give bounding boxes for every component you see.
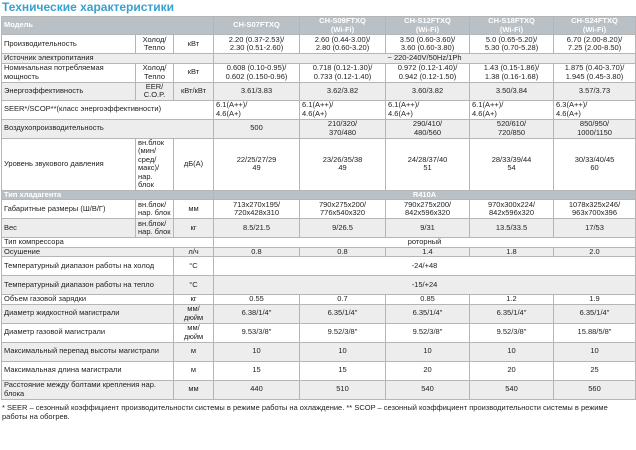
cell-value: 0.7 (300, 295, 386, 305)
cell-value: 5.0 (0.65-5.20)/ 5.30 (0.70-5.28) (470, 35, 554, 54)
row-gas (2, 323, 636, 342)
cell-value: 6.38/1/4" (214, 304, 300, 323)
row-unit: кг (174, 219, 214, 238)
cell-value: 0.972 (0.12-1.40)/ 0.942 (0.12-1.50) (386, 63, 470, 82)
model-name: CH-S09FTXQ (Wi-Fi) (300, 17, 386, 35)
cell-value: 8.5/21.5 (214, 219, 300, 238)
cell-value: 440 (214, 380, 300, 399)
row-unit: °C (174, 276, 214, 295)
cell-value: роторный (214, 238, 636, 248)
cell-value: 3.50 (0.60-3.60)/ 3.60 (0.60-3.80) (386, 35, 470, 54)
cell-value: 6.1(A++)/ 4.6(A+) (300, 100, 386, 119)
row-unit: л/ч (174, 247, 214, 257)
cell-value: 6.3(A++)/ 4.6(A+) (554, 100, 636, 119)
row-charge (2, 295, 636, 305)
row-compressor (2, 238, 636, 248)
row-label: Номинальная потребляемая мощность (2, 63, 136, 82)
cell-value: 3.61/3.83 (214, 82, 300, 100)
cell-value: 500 (214, 119, 300, 138)
cell-value: 790x275x200/ 776x540x320 (300, 200, 386, 219)
cell-value: 9/26.5 (300, 219, 386, 238)
row-dimensions (2, 200, 636, 219)
cell-value: 3.62/3.82 (300, 82, 386, 100)
row-unit: мм/ дюйм (174, 323, 214, 342)
footnote: * SEER – сезонный коэффициент производительности системы в режиме работы на охлаждение. ** SCOP – сезонный коэффициент производительности системы в режиме работы на обогрев. (2, 402, 608, 421)
row-label: Максимальный перепад высоты магистрали (2, 342, 174, 361)
row-unit: кВт (174, 35, 214, 54)
cell-value: 9.52/3/8" (470, 323, 554, 342)
cell-value: ~ 220-240V/50Hz/1Ph (214, 54, 636, 64)
cell-value: 790x275x200/ 842x596x320 (386, 200, 470, 219)
cell-value: 0.8 (300, 247, 386, 257)
cell-value: 10 (470, 342, 554, 361)
cell-value: 6.1(A++)/ 4.6(A+) (214, 100, 300, 119)
row-unit: кг (174, 295, 214, 305)
row-unit: дБ(А) (174, 138, 214, 190)
cell-value: 210/320/ 370/480 (300, 119, 386, 138)
row-seer (2, 100, 636, 119)
cell-value: 1.8 (470, 247, 554, 257)
cell-value: -24/+48 (214, 257, 636, 276)
cell-value: 10 (386, 342, 470, 361)
cell-value: 510 (300, 380, 386, 399)
row-label: Габаритные размеры (Ш/В/Г) (2, 200, 136, 219)
row-liquid (2, 304, 636, 323)
cell-value: -15/+24 (214, 276, 636, 295)
row-mode: Холод/ Тепло (136, 35, 174, 54)
cell-value: 0.55 (214, 295, 300, 305)
cell-value: 9.52/3/8" (300, 323, 386, 342)
row-unit: мм (174, 200, 214, 219)
row-unit: мм (174, 380, 214, 399)
cell-value: 17/53 (554, 219, 636, 238)
row-label: Температурный диапазон работы на холод (2, 257, 174, 276)
row-height-diff (2, 342, 636, 361)
row-label: Уровень звукового давления (2, 138, 136, 190)
row-mode: вн.блок (мин/ сред/ макс)/нар. блок (136, 138, 174, 190)
row-mode: Холод/ Тепло (136, 63, 174, 82)
row-label: Энергоэффективность (2, 82, 136, 100)
row-label: SEER*/SCOP**(класс энергоэффективности) (2, 100, 214, 119)
row-label: Источник электропитания (2, 54, 214, 64)
cell-value: 520/610/ 720/850 (470, 119, 554, 138)
cell-value: 6.35/1/4" (554, 304, 636, 323)
model-name: CH-S18FTXQ (Wi-Fi) (470, 17, 554, 35)
row-airflow (2, 119, 636, 138)
cell-value: 2.20 (0.37-2.53)/ 2.30 (0.51-2.60) (214, 35, 300, 54)
page-title: Технические характеристики (2, 0, 175, 14)
cell-value: 713x270x195/ 720x428x310 (214, 200, 300, 219)
cell-value: 13.5/33.5 (470, 219, 554, 238)
row-drying (2, 247, 636, 257)
cell-value: 6.1(A++)/ 4.6(A+) (470, 100, 554, 119)
row-label: Осушение (2, 247, 174, 257)
cell-value: 970x300x224/ 842x596x320 (470, 200, 554, 219)
cell-value: 9/31 (386, 219, 470, 238)
row-weight (2, 219, 636, 238)
cell-value: 290/410/ 480/560 (386, 119, 470, 138)
row-mode: вн.блок/ нар. блок (136, 219, 174, 238)
cell-value: 0.8 (214, 247, 300, 257)
row-mode: вн.блок/ нар. блок (136, 200, 174, 219)
model-name: CH-S24FTXQ (Wi-Fi) (554, 17, 636, 35)
cell-value: 3.50/3.84 (470, 82, 554, 100)
cell-value: 10 (554, 342, 636, 361)
cell-value: 28/33/39/44 54 (470, 138, 554, 190)
cell-value: 6.70 (2.00-8.20)/ 7.25 (2.00-8.50) (554, 35, 636, 54)
cell-value: 540 (386, 380, 470, 399)
row-capacity (2, 35, 636, 54)
row-power-source (2, 54, 636, 64)
cell-value: 3.60/3.82 (386, 82, 470, 100)
cell-value: 6.35/1/4" (470, 304, 554, 323)
row-label: Расстояние между болтами крепления нар. блока (2, 380, 174, 399)
cell-value: 23/26/35/38 49 (300, 138, 386, 190)
cell-value: 10 (214, 342, 300, 361)
cell-value: 20 (470, 361, 554, 380)
cell-value: 3.57/3.73 (554, 82, 636, 100)
row-label: Объем газовой зарядки (2, 295, 174, 305)
row-bolt-distance (2, 380, 636, 399)
model-name: CH-S07FTXQ (214, 17, 300, 35)
row-unit: °C (174, 257, 214, 276)
cell-value: 1.43 (0.15-1.86)/ 1.38 (0.16-1.68) (470, 63, 554, 82)
row-label: Производительность (2, 35, 136, 54)
row-label: Воздухопроизводительность (2, 119, 214, 138)
header-row (2, 17, 636, 35)
cell-value: 15 (300, 361, 386, 380)
cell-value: 850/950/ 1000/1150 (554, 119, 636, 138)
cell-value: 15 (214, 361, 300, 380)
row-unit: м (174, 361, 214, 380)
row-label: Диаметр газовой магистрали (2, 323, 174, 342)
cell-value: 6.1(A++)/ 4.6(A+) (386, 100, 470, 119)
row-label: Тип хладагента (2, 190, 214, 200)
cell-value: 2.60 (0.44-3.00)/ 2.80 (0.60-3.20) (300, 35, 386, 54)
row-efficiency (2, 82, 636, 100)
row-label: Вес (2, 219, 136, 238)
cell-value: 1.875 (0.40-3.70)/ 1.945 (0.45-3.80) (554, 63, 636, 82)
specs-table (1, 16, 636, 400)
cell-value: 10 (300, 342, 386, 361)
cell-value: 1078x325x246/ 963x700x396 (554, 200, 636, 219)
cell-value: 24/28/37/40 51 (386, 138, 470, 190)
cell-value: 6.35/1/4" (386, 304, 470, 323)
cell-value: 0.608 (0.10-0.95)/ 0.602 (0.150-0.96) (214, 63, 300, 82)
row-refrigerant (2, 190, 636, 200)
cell-value: 25 (554, 361, 636, 380)
cell-value: 20 (386, 361, 470, 380)
cell-value: 15.88/5/8" (554, 323, 636, 342)
row-power (2, 63, 636, 82)
row-temp-heat (2, 276, 636, 295)
row-temp-cool (2, 257, 636, 276)
cell-value: 2.0 (554, 247, 636, 257)
cell-value: 1.9 (554, 295, 636, 305)
row-unit: кВт (174, 63, 214, 82)
cell-value: 1.4 (386, 247, 470, 257)
row-label: Диаметр жидкостной магистрали (2, 304, 174, 323)
row-noise (2, 138, 636, 190)
cell-value: 22/25/27/29 49 (214, 138, 300, 190)
cell-value: 30/33/40/45 60 (554, 138, 636, 190)
row-unit: мм/ дюйм (174, 304, 214, 323)
cell-value: 540 (470, 380, 554, 399)
cell-value: 6.35/1/4" (300, 304, 386, 323)
model-label: Модель (2, 17, 214, 35)
row-max-length (2, 361, 636, 380)
row-mode: EER/ C.O.P. (136, 82, 174, 100)
cell-value: 0.85 (386, 295, 470, 305)
row-label: Максимальная длина магистрали (2, 361, 174, 380)
model-name: CH-S12FTXQ (Wi-Fi) (386, 17, 470, 35)
cell-value: R410A (214, 190, 636, 200)
row-unit: кВт/кВт (174, 82, 214, 100)
cell-value: 9.52/3/8" (386, 323, 470, 342)
row-label: Тип компрессора (2, 238, 214, 248)
cell-value: 560 (554, 380, 636, 399)
row-label: Температурный диапазон работы на тепло (2, 276, 174, 295)
row-unit: м (174, 342, 214, 361)
cell-value: 0.718 (0.12-1.30)/ 0.733 (0.12-1.40) (300, 63, 386, 82)
cell-value: 1.2 (470, 295, 554, 305)
cell-value: 9.53/3/8" (214, 323, 300, 342)
